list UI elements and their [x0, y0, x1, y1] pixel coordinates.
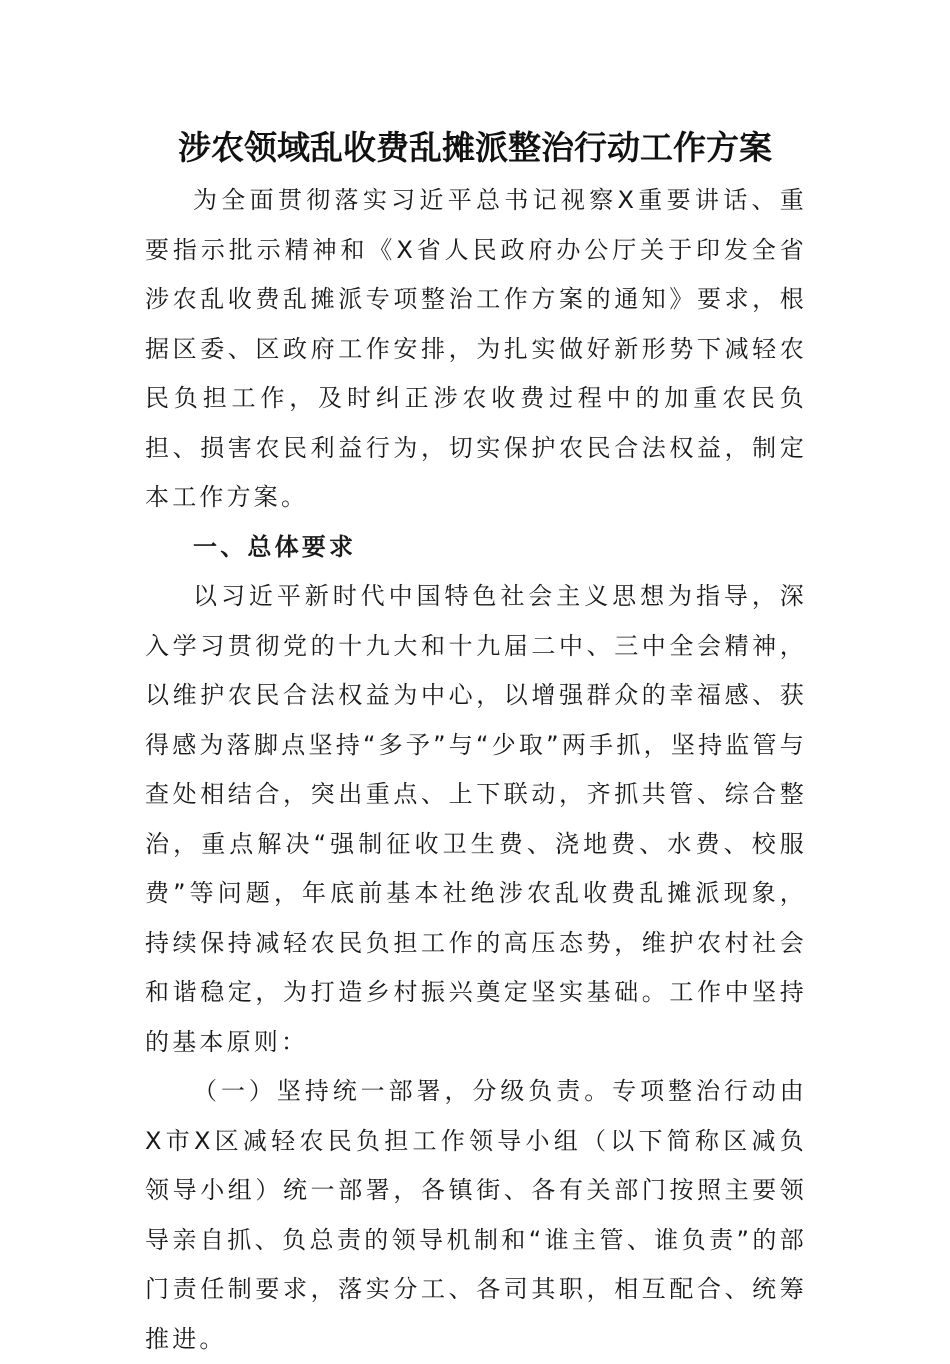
general-requirements-paragraph: 以习近平新时代中国特色社会主义思想为指导，深入学习贯彻党的十九大和十九届二中、三中全会精神，以维护农民合法权益为中心，以增强群众的幸福感、获得感为落脚点坚持“多予”与“少取”两手抓，坚持监管与查处相结合，突出重点、上下联动，齐抓共管、综合整治，重点解决“强制征收卫生费、浇地费、水费、校服费”等问题，年底前基本社绝涉农乱收费乱摊派现象，持续保持减轻农民负担工作的高压态势，维护农村社会和谐稳定，为打造乡村振兴奠定坚实基础。工作中坚持的基本原则：	[145, 582, 807, 1056]
document-body	[145, 176, 807, 1364]
section-heading-general-requirements: 一、总体要求	[193, 532, 357, 561]
document-title: 涉农领域乱收费乱摊派整治行动工作方案	[178, 128, 772, 167]
intro-paragraph: 为全面贯彻落实习近平总书记视察X重要讲话、重要指示批示精神和《X省人民政府办公厅关于印发全省涉农乱收费乱摊派专项整治工作方案的通知》要求，根据区委、区政府工作安排，为扎实做好新形势下减轻农民负担工作，及时纠正涉农收费过程中的加重农民负担、损害农民利益行为，切实保护农民合法权益，制定本工作方案。	[145, 186, 807, 511]
principle-1-paragraph: （一）坚持统一部署，分级负责。专项整治行动由X市X区减轻农民负担工作领导小组（以下简称区减负领导小组）统一部署，各镇街、各有关部门按照主要领导亲自抓、负总责的领导机制和“谁主管、谁负责”的部门责任制要求，落实分工、各司其职，相互配合、统筹推进。	[145, 1077, 807, 1353]
